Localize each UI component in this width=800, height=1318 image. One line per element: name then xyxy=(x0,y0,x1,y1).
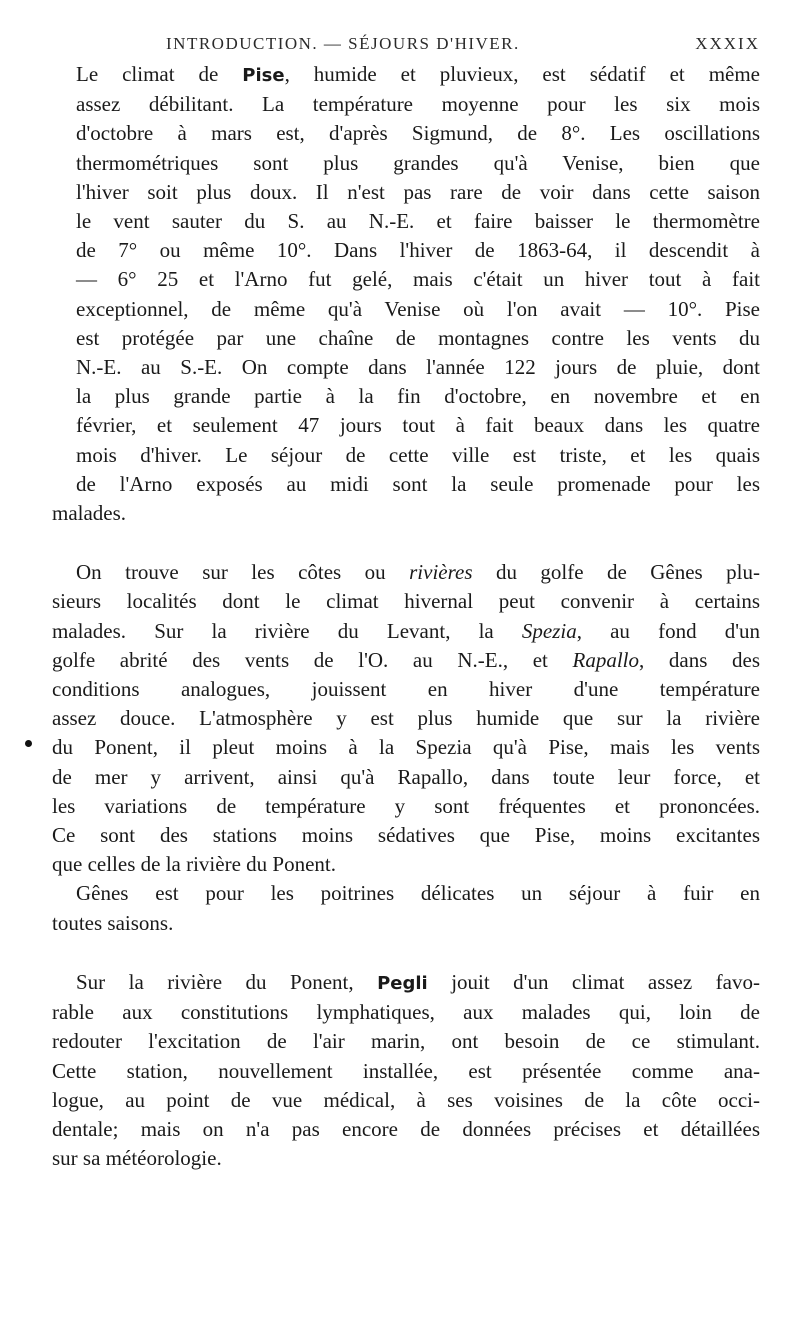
text-line: sieurs localités dont le climat hivernal peut convenir à certains xyxy=(52,589,760,614)
text-line: exceptionnel, de même qu'à Venise où l'on avait — 10°. Pise xyxy=(76,296,760,321)
text-line: d'octobre à mars est, d'après Sigmund, de 8°. Les oscillations xyxy=(76,121,760,146)
text-line: dentale; mais on n'a pas encore de données précises et détaillées xyxy=(52,1116,760,1141)
text-line: les variations de température y sont fréquentes et prononcées. xyxy=(52,793,760,818)
text-line: Cette station, nouvellement installée, est présentée comme ana- xyxy=(52,1058,760,1083)
text-line: sur sa météorologie. xyxy=(52,1146,222,1171)
text-line: N.-E. au S.-E. On compte dans l'année 122 jours de pluie, dont xyxy=(76,355,760,380)
text-line: On trouve sur les côtes ou rivières du golfe de Gênes plu- xyxy=(76,560,760,585)
text-line: assez débilitant. La température moyenne pour les six mois xyxy=(76,92,760,117)
text-line: de mer y arrivent, ainsi qu'à Rapallo, dans toute leur force, et xyxy=(52,764,760,789)
text-line: assez douce. L'atmosphère y est plus humide que sur la rivière xyxy=(52,706,760,731)
paragraph-pegli xyxy=(52,968,760,1173)
text-line: mois d'hiver. Le séjour de cette ville est triste, et les quais xyxy=(76,442,760,467)
text-line: toutes saisons. xyxy=(52,910,174,935)
text-line: rable aux constitutions lymphatiques, aux malades qui, loin de xyxy=(52,1000,760,1025)
text-line: malades. xyxy=(52,501,127,526)
term-rivieres: rivières xyxy=(409,560,473,585)
header-title: INTRODUCTION. — SÉJOURS D'HIVER. xyxy=(166,34,520,53)
paragraph-rivieres xyxy=(52,558,760,879)
place-name-pegli: Pegli xyxy=(377,972,428,994)
place-name-rapallo: Rapallo xyxy=(572,647,640,672)
place-name-pise: Pise xyxy=(242,65,285,86)
text-line: l'hiver soit plus doux. Il n'est pas rare de voir dans cette saison xyxy=(76,179,760,204)
page-number: XXXIX xyxy=(695,34,760,53)
text-line: redouter l'excitation de l'air marin, ont besoin de ce stimulant. xyxy=(52,1029,760,1054)
text-line: logue, au point de vue médical, à ses voisines de la côte occi- xyxy=(52,1087,760,1112)
paragraph-genes xyxy=(52,879,760,937)
text-line: le vent sauter du S. au N.-E. et faire baisser le thermomètre xyxy=(76,209,760,234)
text-line: est protégée par une chaîne de montagnes contre les vents du xyxy=(76,325,760,350)
text-line: février, et seulement 47 jours tout à fait beaux dans les quatre xyxy=(76,413,760,438)
text-line: Ce sont des stations moins sédatives que Pise, moins excitantes xyxy=(52,823,760,848)
text-line: de 7° ou même 10°. Dans l'hiver de 1863-64, il descendit à xyxy=(76,238,760,263)
place-name-spezia: Spezia xyxy=(521,618,577,643)
text-line: la plus grande partie à la fin d'octobre, en novembre et en xyxy=(76,384,760,409)
text-line: Gênes est pour les poitrines délicates un séjour à fuir en xyxy=(76,881,760,906)
text-line: de l'Arno exposés au midi sont la seule promenade pour les xyxy=(76,471,760,496)
text-line: malades. Sur la rivière du Levant, la Spezia, au fond d'un xyxy=(52,618,760,643)
text-line: thermométriques sont plus grandes qu'à Venise, bien que xyxy=(76,150,760,175)
text-line: que celles de la rivière du Ponent. xyxy=(52,852,336,877)
text-line: du Ponent, il pleut moins à la Spezia qu'à Pise, mais les vents xyxy=(52,735,760,760)
text-line: Sur la rivière du Ponent, Pegli jouit d'un climat assez favo- xyxy=(76,969,760,994)
text-line: golfe abrité des vents de l'O. au N.-E., et Rapallo, dans des xyxy=(52,647,761,672)
running-head xyxy=(52,34,760,54)
margin-dot xyxy=(25,740,32,747)
paragraph-pise xyxy=(52,60,760,528)
text-line: Le climat de Pise, humide et pluvieux, est sédatif et même xyxy=(76,62,761,86)
text-line: conditions analogues, jouissent en hiver d'une température xyxy=(52,677,760,702)
text-line: — 6° 25 et l'Arno fut gelé, mais c'était un hiver tout à fait xyxy=(76,267,760,292)
page xyxy=(52,34,760,1173)
